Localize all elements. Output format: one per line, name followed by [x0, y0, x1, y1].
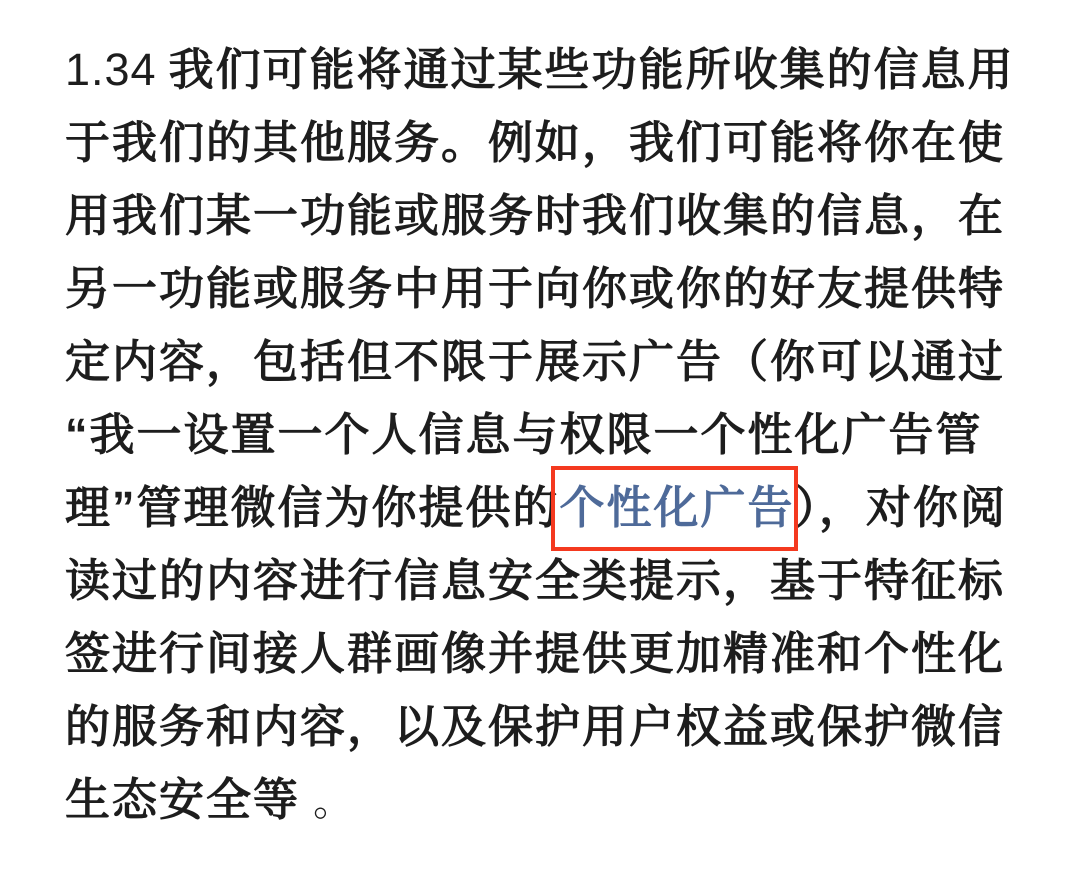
text-run: 我们可能将通过某些功能所收集的信息用: [168, 44, 1015, 95]
text-line-1: [65, 33, 1040, 106]
text-run: 用我们某一功能或服务时我们收集的信息，在: [65, 190, 1006, 241]
personalized-ads-link[interactable]: 个性化广告: [559, 482, 795, 533]
text-line-9: [65, 617, 1040, 690]
text-run: 理”管理微信为你提供的: [65, 482, 560, 533]
text-run: 于我们的其他服务。例如，我们可能将你在使: [65, 117, 1006, 168]
text-run: 另一功能或服务中用于向你或你的好友提供特: [65, 263, 1006, 314]
full-stop: 。: [300, 780, 356, 824]
text-line-10: [65, 690, 1040, 763]
text-line-8: [65, 544, 1040, 617]
clause-number: 1.34: [65, 44, 157, 95]
text-line-6: [65, 398, 1040, 471]
text-run: 定内容，包括但不限于展示广告（你可以通过: [65, 336, 1006, 387]
text-line-4: [65, 252, 1040, 325]
text-line-2: [65, 106, 1040, 179]
text-line-5: [65, 325, 1040, 398]
policy-paragraph: [65, 33, 1040, 839]
text-run: 读过的内容进行信息安全类提示，基于特征标: [65, 555, 1006, 606]
text-run: 签进行间接人群画像并提供更加精准和个性化: [65, 628, 1006, 679]
red-highlight-box: [560, 471, 795, 544]
text-run: 的服务和内容，以及保护用户权益或保护微信: [65, 701, 1006, 752]
text-line-11: [65, 763, 1040, 839]
text-run: 生态安全等: [65, 774, 301, 825]
text-line-7: [65, 471, 1040, 544]
text-run: ），对你阅: [794, 482, 1008, 533]
text-line-3: [65, 179, 1040, 252]
text-run: “我一设置一个人信息与权限一个性化广告管: [65, 409, 983, 460]
